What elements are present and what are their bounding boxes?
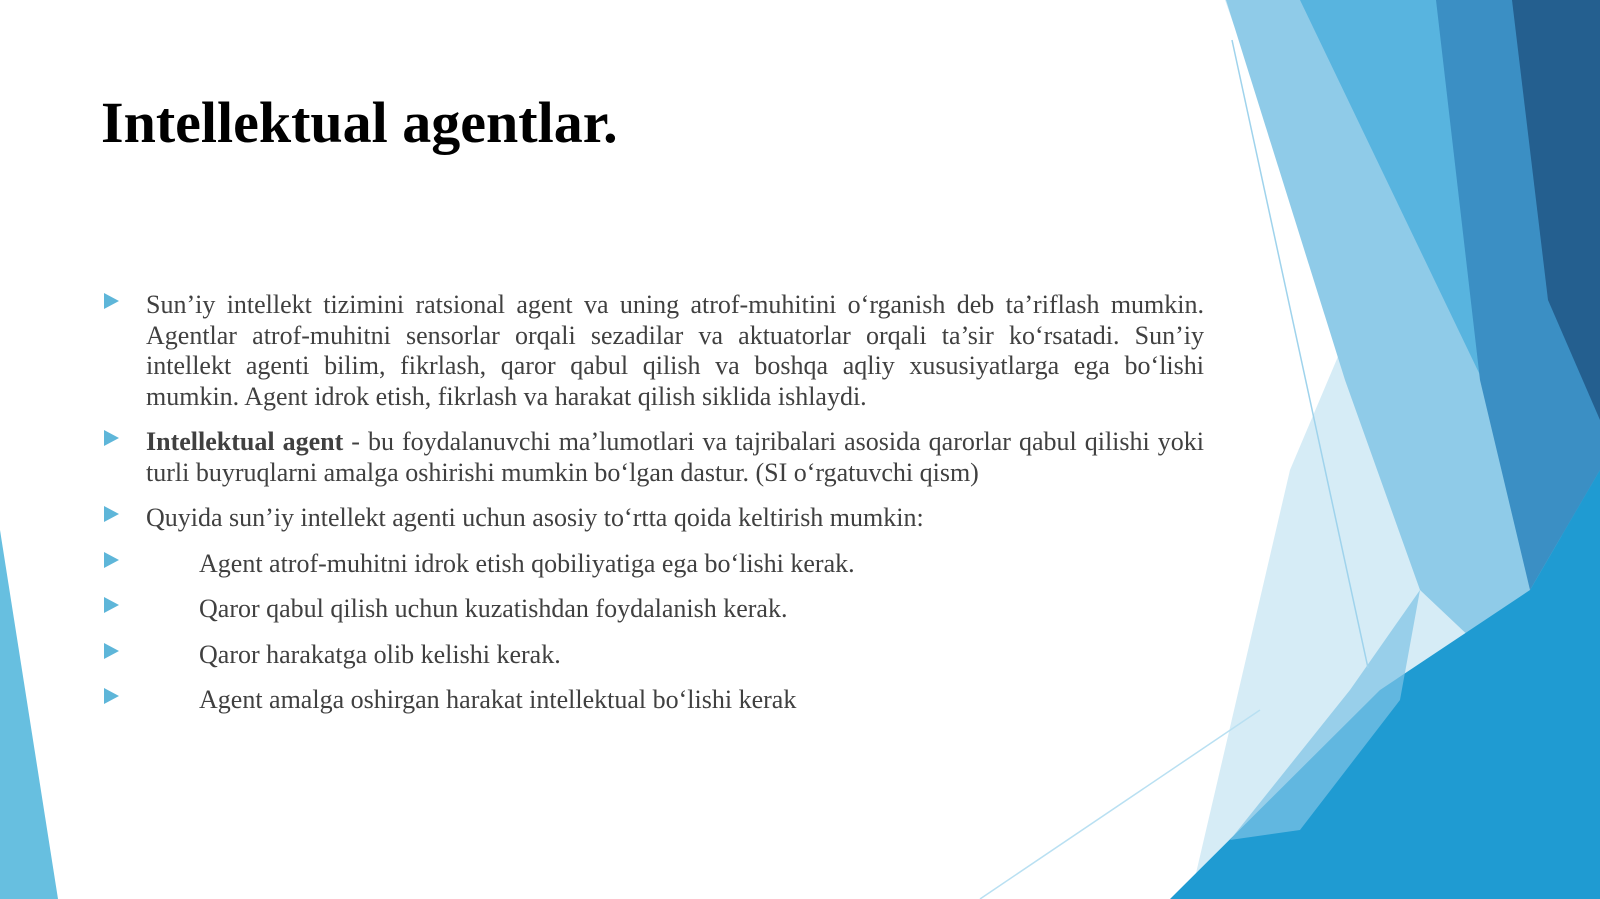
left-wedge-shape [0,530,58,899]
bullet-item-2 [100,427,1204,488]
bullet-arrow-icon [104,293,119,309]
bullet-text: Sun’iy intellekt tizimini ratsional agent va uning atrof-muhitini o‘rganish deb ta’riflash mumkin. Agentlar atrof-muhitni sensorlar orqali sezadilar va aktuatorlar orqali ta’sir ko‘rsatadi. Sun’iy intellekt agenti bilim, fikrlash, qaror qabul qilish va boshqa aqliy xususiyatlarga ega bo‘lishi mumkin. Agent idrok etish, fikrlash va harakat qilish siklida ishlaydi. [146,290,1204,411]
bullet-text: - bu foydalanuvchi ma’lumotlari va tajribalari asosida qarorlar qabul qilishi yoki turli buyruqlarni amalga oshirishi mumkin bo‘lgan dastur. (SI o‘rgatuvchi qism) [146,427,1204,487]
bullet-text: Agent amalga oshirgan harakat intellektual bo‘lishi kerak [199,685,797,714]
slide-title: Intellektual agentlar. [101,90,618,155]
bullet-term: Intellektual agent [146,427,344,456]
bullet-item-7 [100,685,1204,716]
bullet-text: Qaror harakatga olib kelishi kerak. [199,639,561,669]
bullet-text: Qaror qabul qilish uchun kuzatishdan foydalanish kerak. [199,594,788,623]
bullet-item-6 [100,640,1204,671]
bullet-item-4 [100,549,1204,580]
bullet-list [100,290,1204,731]
bullet-text: Quyida sun’iy intellekt agenti uchun asosiy to‘rtta qoida keltirish mumkin: [146,503,924,532]
bullet-item-3 [100,503,1204,534]
bullet-arrow-icon [104,643,119,659]
bullet-item-5 [100,594,1204,625]
bullet-item-1 [100,290,1204,412]
bullet-arrow-icon [104,688,119,704]
bullet-arrow-icon [104,506,119,522]
bullet-text: Agent atrof-muhitni idrok etish qobiliyatiga ega bo‘lishi kerak. [199,548,855,578]
bullet-arrow-icon [104,430,119,446]
bullet-arrow-icon [104,552,119,568]
bullet-arrow-icon [104,597,119,613]
